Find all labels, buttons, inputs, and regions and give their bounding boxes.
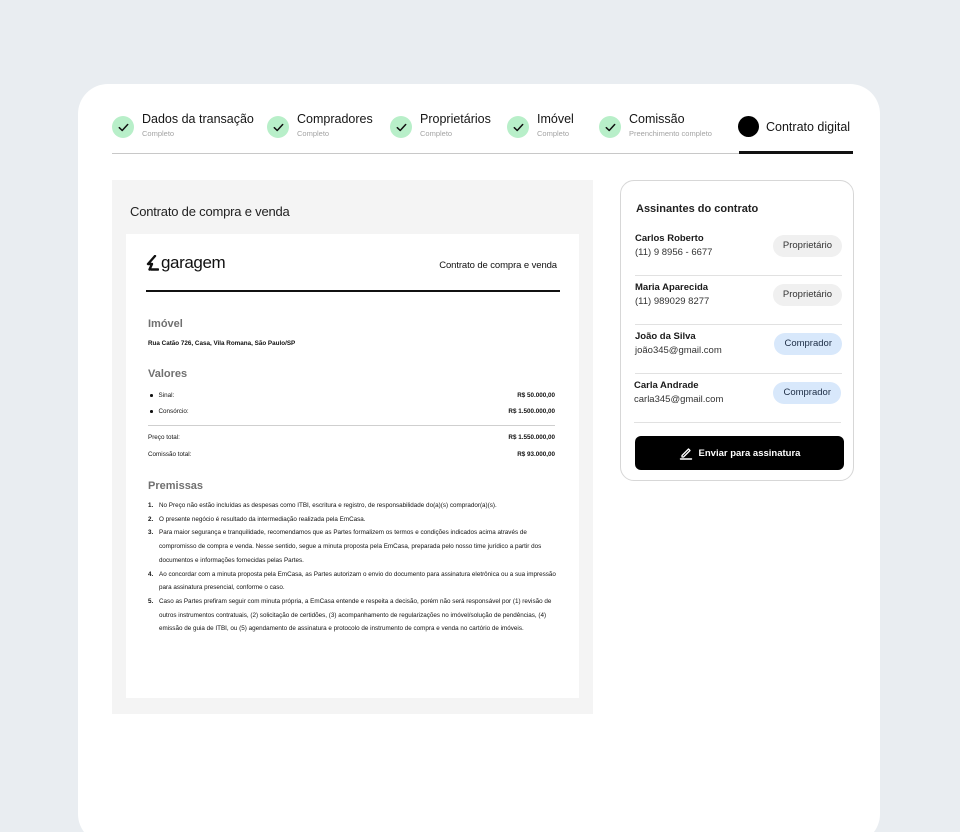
- section-heading-valores: Valores: [148, 368, 188, 380]
- total-row: [148, 434, 555, 441]
- check-icon: [507, 116, 529, 138]
- signer-row: [635, 227, 842, 276]
- signers-panel: [620, 180, 854, 481]
- section-heading-premissas: Premissas: [148, 480, 204, 492]
- value-amount: R$ 50.000,00: [517, 392, 555, 399]
- total-row: [148, 451, 555, 458]
- role-badge: Comprador: [774, 333, 842, 355]
- step-status: Completo: [297, 129, 330, 138]
- signer-contact: (11) 9 8956 - 6677: [635, 247, 713, 258]
- signer-name: Carla Andrade: [634, 380, 699, 391]
- item-number: 1.: [148, 502, 154, 509]
- current-step-dot-icon: [738, 116, 759, 137]
- signer-contact: (11) 989029 8277: [635, 296, 710, 307]
- panel-title: Contrato de compra e venda: [130, 204, 290, 219]
- step-status: Completo: [537, 129, 570, 138]
- contract-preview-panel: [112, 180, 593, 714]
- list-item: [148, 568, 560, 595]
- document-title: Contrato de compra e venda: [439, 260, 557, 271]
- signer-name: Carlos Roberto: [635, 233, 704, 244]
- signer-contact: joão345@gmail.com: [635, 345, 722, 356]
- bullet-icon: [150, 394, 153, 397]
- garagem-logo-icon: [146, 255, 159, 271]
- total-label: Preço total:: [148, 434, 180, 441]
- property-address: Rua Catão 726, Casa, Vila Romana, São Paulo/SP: [148, 340, 296, 347]
- signers-title: Assinantes do contrato: [636, 203, 759, 215]
- role-badge: Proprietário: [773, 235, 842, 257]
- signer-row: [634, 374, 841, 423]
- stepper-active-indicator: [739, 151, 853, 154]
- header-divider: [146, 290, 560, 292]
- step-title: Compradores: [297, 112, 373, 126]
- garagem-logo: [146, 253, 225, 273]
- role-badge: Proprietário: [773, 284, 842, 306]
- item-text: Ao concordar com a minuta proposta pela EmCasa, as Partes autorizam o envio do documento para assinatura eletrônica ou a sua impressão para assinatura presencial, conforme o caso.: [159, 570, 556, 592]
- value-row: [148, 408, 555, 415]
- step-contrato-digital[interactable]: [738, 112, 850, 137]
- total-label: Comissão total:: [148, 451, 192, 458]
- step-title: Dados da transação: [142, 112, 254, 126]
- premissas-list: [148, 499, 560, 636]
- item-number: 4.: [148, 570, 154, 578]
- step-title: Imóvel: [537, 112, 574, 126]
- list-item: [148, 526, 560, 567]
- pen-icon: [679, 446, 693, 460]
- check-icon: [599, 116, 621, 138]
- section-heading-imovel: Imóvel: [148, 318, 183, 330]
- value-label: Sinal:: [158, 392, 175, 399]
- step-imovel[interactable]: [507, 112, 574, 138]
- item-number: 3.: [148, 529, 154, 537]
- item-text: Caso as Partes prefiram seguir com minuta própria, a EmCasa entende e respeita a decisão, porém não será responsável por (1) revisão de outros instrumentos contratuais, (2) solicitação de certidões, (3) acompanhamento de regularizações no imóvel/solução de pendências, (4) emissão de guia de ITBI, ou (5) agendamento de assinatura e protocolo de instrumento de compra e venda no cartório de imóveis.: [159, 597, 552, 633]
- list-item: [148, 595, 560, 636]
- step-comissao[interactable]: [599, 112, 712, 138]
- item-text: No Preço não estão incluídas as despesas como ITBI, escritura e registro, de responsabilidade do(a)(s) comprador(a)(s).: [159, 502, 497, 509]
- logo-text: garagem: [161, 253, 226, 272]
- values-divider: [148, 425, 555, 426]
- step-dados-transacao[interactable]: [112, 112, 254, 138]
- bullet-icon: [150, 410, 153, 413]
- list-item: [148, 499, 560, 513]
- step-title: Contrato digital: [766, 120, 851, 134]
- list-item: [148, 513, 560, 527]
- value-row: [148, 392, 555, 399]
- item-number: 2.: [148, 515, 154, 523]
- step-title: Comissão: [629, 112, 685, 126]
- signer-name: Maria Aparecida: [635, 282, 709, 293]
- step-status: Preenchimento completo: [629, 129, 712, 138]
- step-proprietarios[interactable]: [390, 112, 491, 138]
- step-status: Completo: [142, 129, 175, 138]
- item-text: O presente negócio é resultado da intermediação realizada pela EmCasa.: [159, 515, 366, 523]
- item-text: Para maior segurança e tranquilidade, recomendamos que as Partes formalizem os termos e condições indicados acima através de compromisso de compra e venda. Nesse sentido, segue a minuta proposta pela EmCasa, preparada pelo nosso time jurídico a partir dos documentos e informações fornecidas pelas Partes.: [159, 529, 542, 564]
- item-number: 5.: [148, 597, 154, 605]
- value-amount: R$ 1.500.000,00: [508, 408, 555, 415]
- step-title: Proprietários: [420, 112, 491, 126]
- signer-name: João da Silva: [635, 331, 696, 342]
- check-icon: [390, 116, 412, 138]
- step-compradores[interactable]: [267, 112, 373, 138]
- check-icon: [112, 116, 134, 138]
- signer-contact: carla345@gmail.com: [634, 394, 724, 405]
- value-label: Consórcio:: [158, 408, 189, 415]
- progress-stepper: [112, 112, 853, 154]
- step-status: Completo: [420, 129, 453, 138]
- contract-document: [126, 234, 579, 698]
- signer-row: [635, 325, 842, 374]
- send-button-label: Enviar para assinatura: [698, 447, 801, 459]
- signer-row: [635, 276, 842, 325]
- send-for-signature-button[interactable]: [635, 436, 844, 470]
- total-amount: R$ 1.550.000,00: [508, 434, 555, 441]
- total-amount: R$ 93.000,00: [517, 451, 555, 458]
- check-icon: [267, 116, 289, 138]
- role-badge: Comprador: [773, 382, 841, 404]
